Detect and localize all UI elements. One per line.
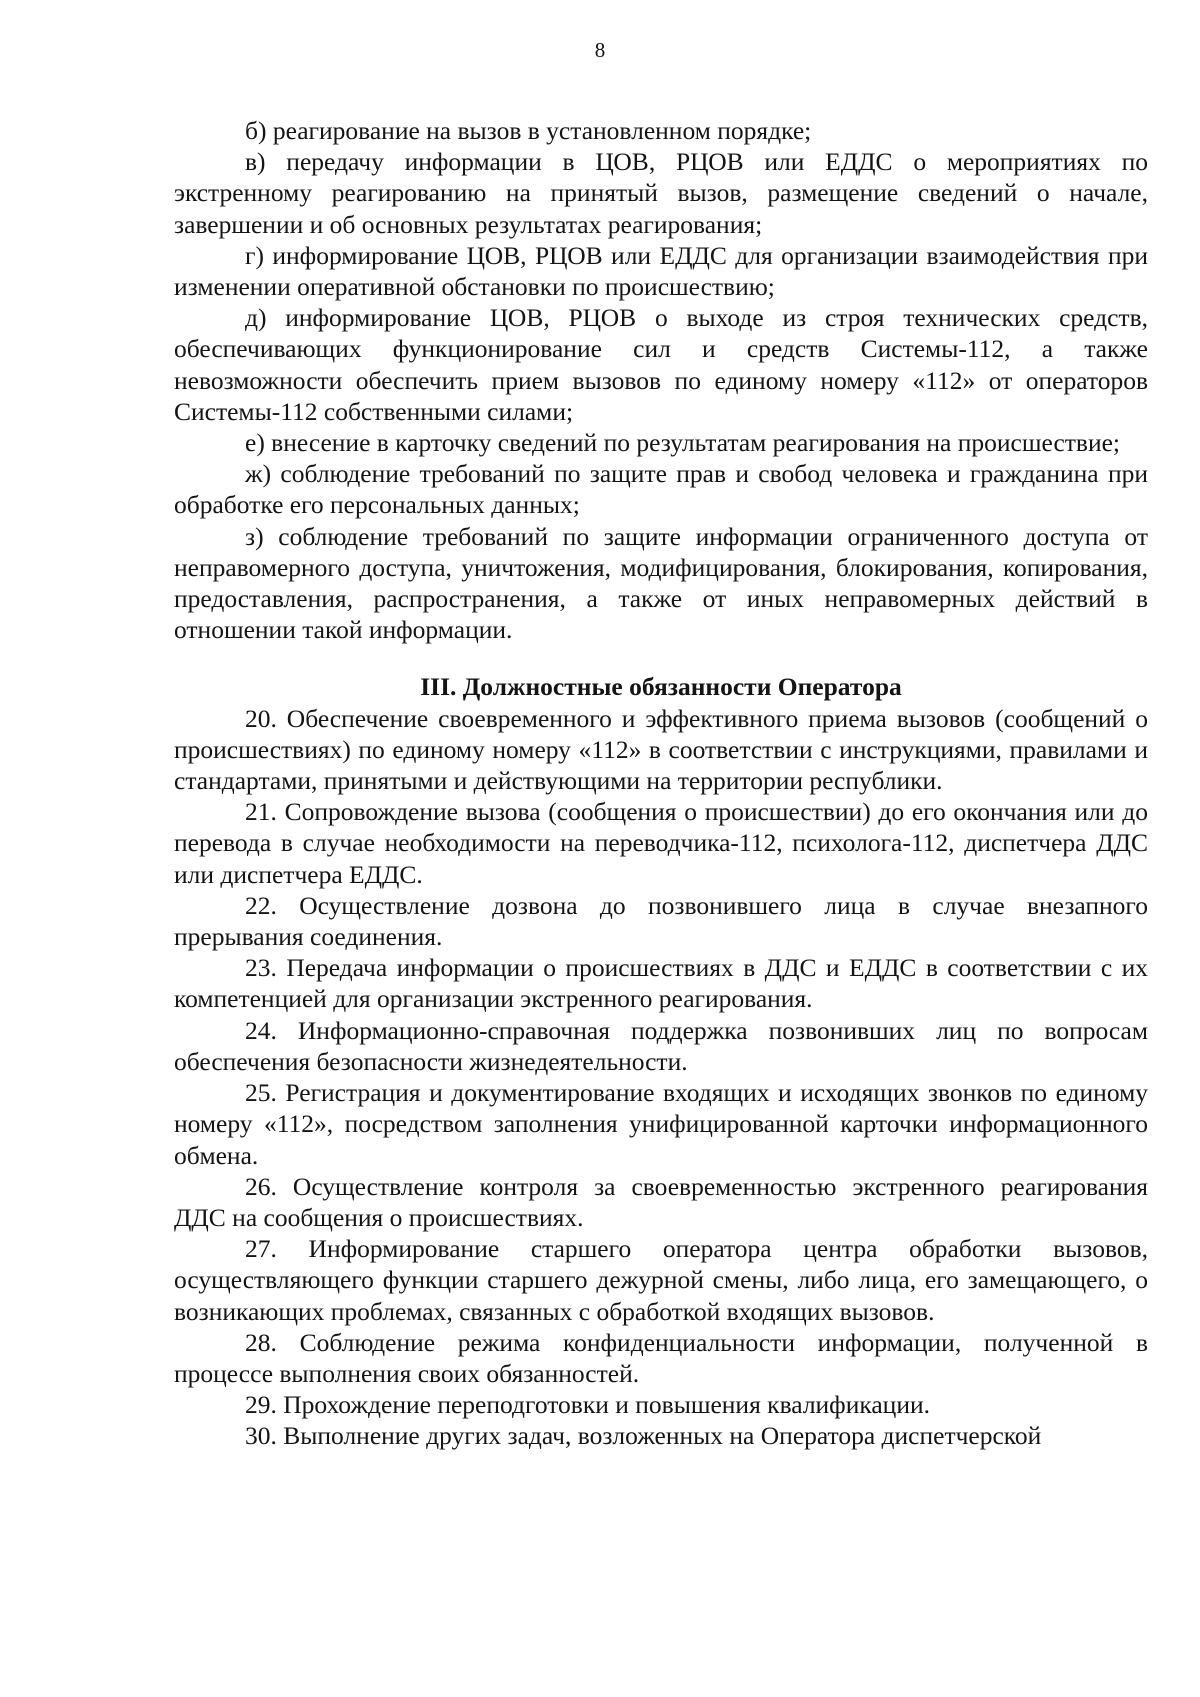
- paragraph-23: 23. Передача информации о происшествиях в ДДС и ЕДДС в соответствии с их компетенцией для организации экстренного реагирования.: [174, 953, 1148, 1014]
- paragraph-item-z: з) соблюдение требований по защите информации ограниченного доступа от неправомерного доступа, уничтожения, модифицирования, блокирования, копирования, предоставления, распространения, а также от иных неправомерных действий в отношении такой информации.: [174, 521, 1148, 645]
- paragraph-27: 27. Информирование старшего оператора центра обработки вызовов, осуществляющего функции старшего дежурной смены, либо лица, его замещающего, о возникающих проблемах, связанных с обработкой входящих вызовов.: [174, 1234, 1148, 1326]
- paragraph-24: 24. Информационно-справочная поддержка позвонивших лиц по вопросам обеспечения безопасности жизнедеятельности.: [174, 1015, 1148, 1076]
- document-body: [174, 115, 1148, 1452]
- paragraph-29: 29. Прохождение переподготовки и повышения квалификации.: [245, 1390, 930, 1420]
- paragraph-20: 20. Обеспечение своевременного и эффективного приема вызовов (сообщений о происшествиях) по единому номеру «112» в соответствии с инструкциями, правилами и стандартами, принятыми и действующими на территории республики.: [174, 703, 1148, 796]
- paragraph-28: 28. Соблюдение режима конфиденциальности информации, полученной в процессе выполнения своих обязанностей.: [174, 1327, 1148, 1388]
- paragraph-30: 30. Выполнение других задач, возложенных на Оператора диспетчерской: [245, 1421, 1042, 1451]
- paragraph-22: 22. Осуществление дозвона до позвонившего лица в случае внезапного прерывания соединения.: [174, 890, 1148, 952]
- paragraph-21: 21. Сопровождение вызова (сообщения о происшествии) до его окончания или до перевода в случае необходимости на переводчика-112, психолога-112, диспетчера ДДС или диспетчера ЕДДС.: [174, 797, 1148, 889]
- paragraph-item-b: б) реагирование на вызов в установленном порядке;: [245, 116, 812, 145]
- paragraph-item-zh: ж) соблюдение требований по защите прав и свобод человека и гражданина при обработке его персональных данных;: [174, 459, 1148, 520]
- paragraph-item-d: д) информирование ЦОВ, РЦОВ о выходе из строя технических средств, обеспечивающих функционирование сил и средств Системы-112, а также невозможности обеспечить прием вызовов по единому номеру «112» от операторов Системы-112 собственными силами;: [174, 303, 1148, 426]
- paragraph-26: 26. Осуществление контроля за своевременностью экстренного реагирования ДДС на сообщения о происшествиях.: [174, 1171, 1148, 1232]
- paragraph-item-g: г) информирование ЦОВ, РЦОВ или ЕДДС для организации взаимодействия при изменении оперативной обстановки по происшествию;: [174, 240, 1148, 302]
- section-heading: III. Должностные обязанности Оператора: [420, 672, 902, 702]
- paragraph-25: 25. Регистрация и документирование входящих и исходящих звонков по единому номеру «112», посредством заполнения унифицированной карточки информационного обмена.: [174, 1078, 1148, 1170]
- paragraph-item-e: е) внесение в карточку сведений по результатам реагирования на происшествие;: [245, 428, 1120, 458]
- page-number: 8: [594, 38, 606, 62]
- paragraph-item-v: в) передачу информации в ЦОВ, РЦОВ или ЕДДС о мероприятиях по экстренному реагированию на принятый вызов, размещение сведений о начале, завершении и об основных результатах реагирования;: [174, 147, 1148, 239]
